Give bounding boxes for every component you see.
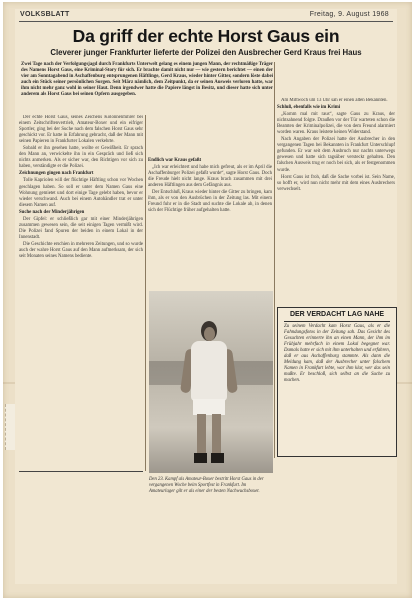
boxer-photo: [149, 291, 273, 473]
paper-name: VOLKSBLATT: [20, 11, 70, 18]
article-column-2: [148, 157, 272, 285]
subheadline: Cleverer junger Frankfurter lieferte der Polizei den Ausbrecher Gerd Kraus frei Haus: [50, 48, 362, 57]
column-end-rule: [19, 471, 143, 472]
section-heading: Endlich war Kraus gefaßt: [148, 158, 202, 163]
body-paragraph: Die Geschichte erschien in mehreren Zeitungen, und so wurde auch der wahre Horst Gaus auf den Mann aufmerksam, der sich seit Monaten seines Namens bediente.: [19, 241, 143, 260]
body-paragraph: „Komm mal mit raus“, sagte Gaus zu Kraus, der nichtsahnend folgte. Draußen vor der Tür warteten schon die Beamten der Kriminalpolizei, die von dem Freund alarmiert worden waren. Kraus leistete keinen Widerstand.: [277, 112, 395, 136]
body-paragraph: Horst Gaus ist froh, daß die Sache vorbei ist. Sein Name, so hofft er, wird nun nicht mehr mit dem eines Ausbrechers verwechselt.: [277, 174, 395, 192]
body-paragraph: „Ich war erleichtert und habe mich gefreut, als er im April die Aschaffenburger Polizei gefaßt wurde“, sagte Horst Gaus. Doch die Freude hielt nicht lange. Kraus brach zusammen mit drei anderen Häftlingen aus dem Gefängnis aus.: [148, 165, 272, 189]
article-column-3: [277, 98, 395, 302]
article-column-1: [19, 115, 143, 467]
section-heading: Suche nach der Minderjährigen: [19, 209, 85, 215]
section-heading: Zeichnungen gingen nach Frankfurt: [19, 171, 94, 177]
issue-date: Freitag, 9. August 1968: [309, 11, 389, 18]
newspaper-clipping: [15, 9, 397, 584]
lead-paragraph: Zwei Tage nach der Verfolgungsjagd durch Frankfurts Unterwelt gelang es einem jungen Mann, der rechtmäßige Träger des Namens Horst Gaus, eine Kriminal-Story für sich. Er brachte damit nicht nur — wie gestern berichtet — einen der vier am Sonntagabend in Aschaffenburg entsprungenen Häftlinge, Gerd Kraus, wieder hinter Gitter, sondern löste dabei auch ein Stück seiner persönlichen Sorgen. Seit März nämlich, dem Zeitpunkt, da er seinen Ausweis verloren hatte, war ihm nicht mehr ganz wohl in seiner Haut. Denn irgendwer hatte die Papiere längst in Besitz, und dieser hatte sich unter anderem als Horst Gaus bei seinen Opfern ausgegeben.: [21, 62, 273, 98]
body-paragraph: Der Gipfel: er schließlich gar mit einer Minderjährigen zusammen gewesen sein, die seit einigen Tagen vermißt wird. Die Polizei fand Spuren der beiden in einem Lokal in der Innenstadt.: [19, 216, 143, 240]
column-divider: [145, 115, 146, 471]
sidebar-rule: [284, 321, 390, 322]
sidebar-title: DER VERDACHT LAG NAHE: [289, 311, 385, 318]
header-rule: [19, 21, 393, 22]
photo-caption: Den 23. Kampf als Amateur-Boxer bestritt Horst Gaus in der vergangenen Woche beim Sportfest in Frankfurt. Im Amateurlager gilt er als einer der besten Nachwuchsboxer.: [149, 477, 264, 494]
section-heading: Schluß, ebenfalls wie im Krimi: [277, 105, 341, 111]
clipping-backing: [3, 2, 412, 598]
body-paragraph: Der echte Horst Gaus, seines Zeichens Kolonnenführer bei einem Zeitschriftenvertrieb, Amateur-Boxer und ein eifriger Sportler, ging bei der Suche nach dem falschen Horst Gaus sehr geschickt vor. Er hatte in Erfahrung gebracht, daß der Mann mit seinen Papieren in Frankfurter Lokalen verkehrte.: [19, 115, 143, 145]
headline: Da griff der echte Horst Gaus ein: [72, 26, 340, 46]
body-paragraph: Am Mittwoch um 13 Uhr sah er einen alten Bekannten.: [281, 98, 388, 103]
body-paragraph: Nach Angaben der Polizei hatte der Ausbrecher in den vergangenen Tagen bei Bekannten in Frankfurt Unterschlupf gefunden. Er war seit dem Ausbruch nur nachts unterwegs gewesen und hatte sich tagsüber versteckt gehalten. Den falschen Ausweis trug er noch bei sich, als er festgenommen wurde.: [277, 137, 395, 173]
sidebar-text: Zu seinem Verdacht kam Horst Gaus, als er die Fahndungsfotos in der Zeitung sah. Das Gesicht des Gesuchten erinnerte ihn an einen Mann, der ihm im Frühjahr mehrfach in einem Lokal begegnet war. Damals hatte er sich mit ihm unterhalten und erfahren, daß er aus Aschaffenburg stammte. Als dann die Meldung kam, daß der Ausbrecher unter falschem Namen in Frankfurt lebte, war ihm klar, wer das sein mußte. Er beschloß, sich selbst an die Suche zu machen.: [284, 324, 390, 384]
column-divider: [274, 62, 275, 458]
body-paragraph: Tolle Kapriolen will der flüchtige Häftling schon vor Wochen geschlagen haben. So soll er unter dem Namen Gaus eine Wohnung gemietet und dort einige Tage gelebt haben, bevor er wieder verschwand. Auch bei einem Autohändler trat er unter diesem Namen auf.: [19, 178, 143, 208]
body-paragraph: Der Entschluß, Kraus wieder hinter die Gitter zu bringen, kam ihm, als er von den Ausbrüchen in der Zeitung las. Mit einem Freund fuhr er in die Stadt und suchte die Lokale ab, in denen sich der Flüchtige früher aufgehalten hatte.: [148, 190, 272, 214]
sidebar-box: [277, 307, 397, 457]
body-paragraph: Sobald er ihn gesehen hatte, wollte er Gewißheit. Er sprach den Mann an, verwickelte ihn in ein Gespräch und ließ sich nichts anmerken. Als er sicher war, den Richtigen vor sich zu haben, verständigte er die Polizei.: [19, 146, 143, 170]
